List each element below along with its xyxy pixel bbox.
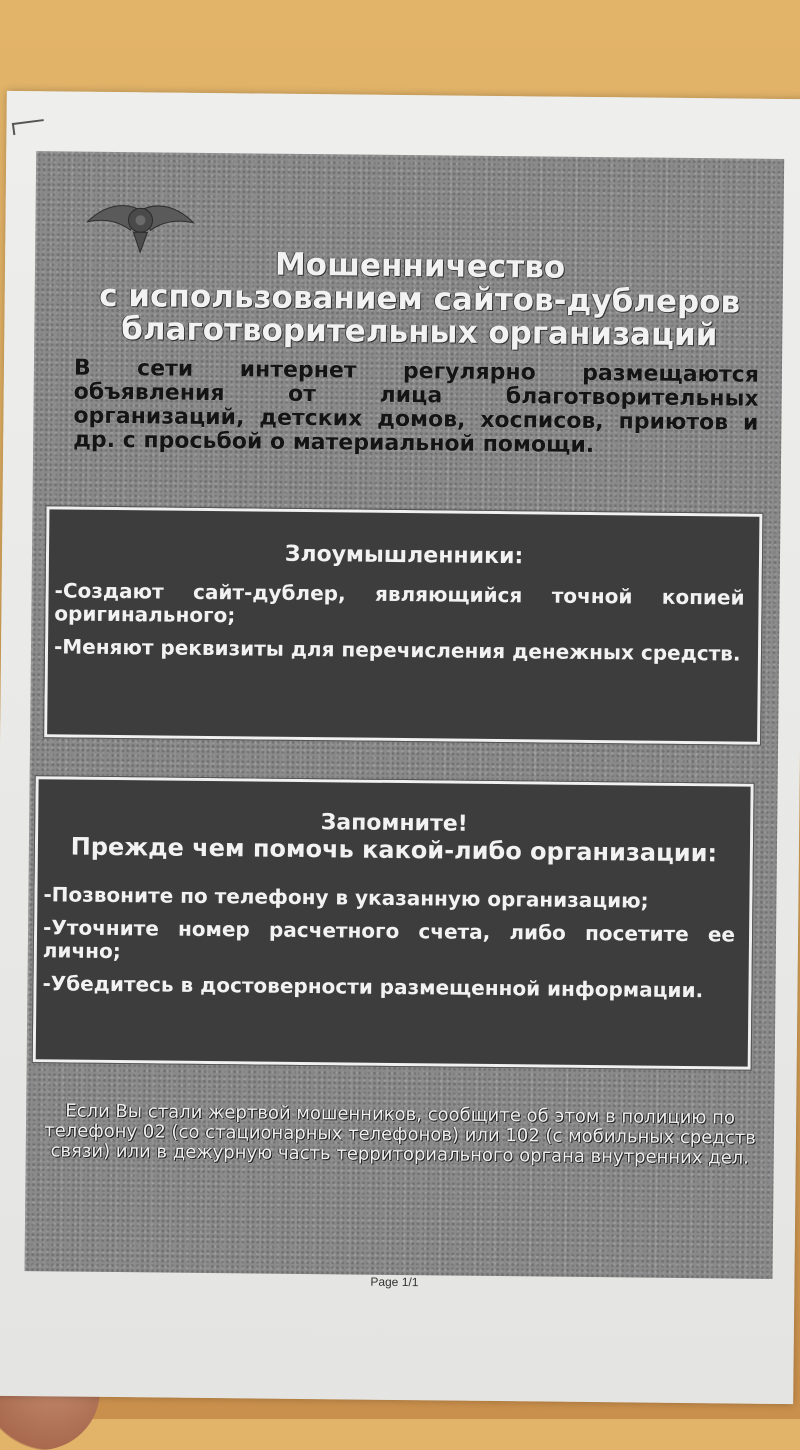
- list-item: -Позвоните по телефону в указанную организацию;: [43, 882, 649, 913]
- police-contact-note: Если Вы стали жертвой мошенников, сообщите об этом в полицию по телефону 02 (со стационарных телефонов) или 102 (с мобильных средств связи) или в дежурную часть территориального органа внутренних дел.: [44, 1100, 756, 1169]
- pen-mark: [12, 119, 45, 135]
- list-item: -Меняют реквизиты для перечисления денежных средств.: [53, 634, 741, 666]
- title-line-1: Мошенничество: [274, 246, 566, 286]
- remember-subheading: Прежде чем помочь какой-либо организации:: [70, 832, 718, 868]
- page-number: Page 1/1: [370, 1274, 419, 1290]
- list-item: -Убедитесь в достоверности размещенной информации.: [42, 971, 704, 1003]
- remember-box: [33, 776, 754, 1070]
- list-item: -Уточните номер расчетного счета, либо посетите ее лично;: [42, 915, 736, 964]
- title-line-2: с использованием сайтов-дублеров: [99, 277, 741, 321]
- fraudsters-box: [44, 506, 762, 744]
- title-line-3: благотворительных организаций: [121, 311, 718, 354]
- flyer: [24, 151, 784, 1279]
- fraudsters-heading: Злоумышленники:: [284, 541, 524, 570]
- remember-list: [36, 883, 749, 1002]
- remember-heading: Запомните!: [320, 810, 468, 837]
- intro-paragraph: В сети интернет регулярно размещаются объявления от лица благотворительных организаций, детских домов, хосписов, приютов и др. с просьбой о материальной помощи.: [73, 355, 760, 459]
- flyer-title: [74, 247, 765, 353]
- fraudsters-list: [48, 579, 759, 665]
- list-item: -Создают сайт-дублер, являющийся точной копией оригинального;: [54, 578, 745, 628]
- paper-sheet: [0, 91, 800, 1404]
